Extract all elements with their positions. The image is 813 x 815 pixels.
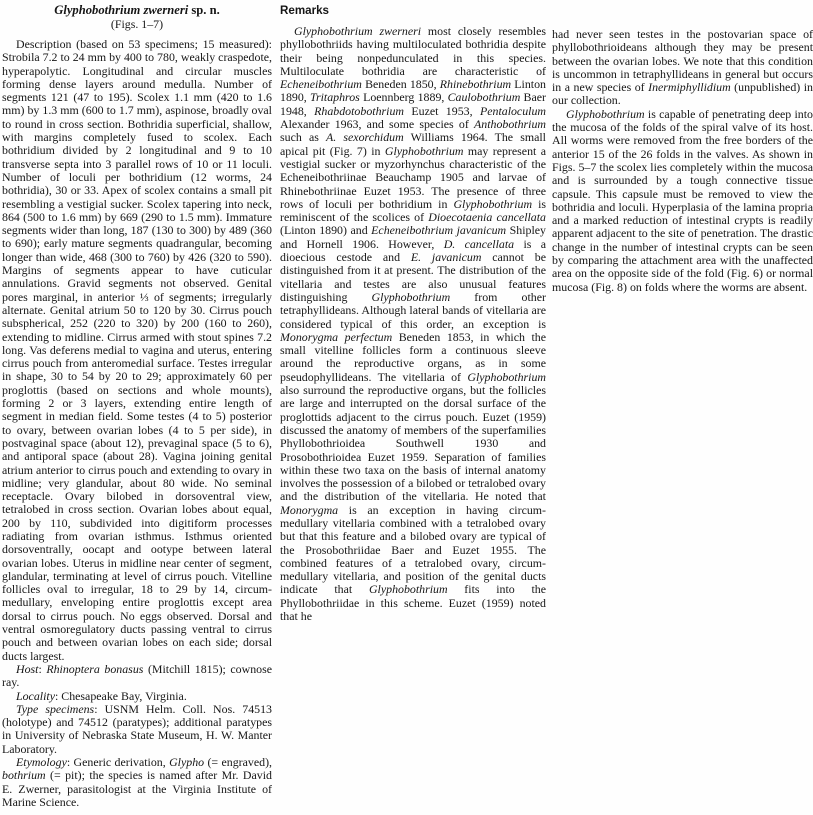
column-middle-body	[280, 25, 546, 623]
column-left-body	[2, 38, 272, 809]
taxon-name-text: Monorygma	[280, 502, 339, 517]
taxon-name-text: A. sexorchidum	[326, 130, 404, 145]
body-text: Beneden 1850,	[361, 77, 440, 92]
taxon-name-text: Glyphobothrium zwerneri	[294, 24, 422, 38]
taxon-name-text: Glyphobothrium	[467, 369, 546, 384]
body-text: Beneden 1853, in which the small vitelline follicles form a continuous sleeve around the reproductive organs, as in some pseudophyllideans. The vitellaria of	[280, 329, 546, 384]
body-text: fits into the Phyllobothriidae in this scheme. Euzet (1959) noted that he	[280, 582, 546, 624]
body-text: Williams 1964. The small apical pit (Fig. 7) in	[280, 130, 546, 158]
column-right-body	[552, 28, 813, 294]
taxon-name-text: Glyphobothrium	[566, 106, 645, 121]
body-text: cannot be distinguished from it at present. The distribution of the vitellaria and testes are also unusual features distinguishing	[280, 250, 546, 304]
taxon-name-text: Caulobothrium	[447, 90, 521, 105]
taxon-name-text: Glypho	[169, 755, 205, 770]
body-text: Description (based on 53 specimens; 15 measured): Strobila 7.2 to 24 mm by 400 to 780, weakly craspedote, hyperapolytic. Longitudinal and circular muscles forming dense layers around medulla. Number of segments 121 (47 to 195). Scolex 1.1 mm (420 to 1.6 mm) by 1.3 mm (600 to 1.7 mm), aspinose, broadly oval to round in cross section. Bothridia superficial, shallow, with margins completely fused to scolex. Each bothridium divided by 2 longitudinal and 9 to 10 transverse septa into 3 parallel rows of 10 or 11 loculi. Number of loculi per bothridium (12 worms, 24 bothridia), 30 or 33. Apex of scolex contains a small pit resembling a vestigial sucker. Scolex tapering into neck, 864 (500 to 1.6 mm) by 669 (290 to 1.5 mm). Immature segments wider than long, 187 (130 to 300) by 489 (360 to 690); early mature segments quadrangular, becoming longer than wide, 468 (300 to 760) by 426 (320 to 590). Margins of segments appear to have cuticular annulations. Gravid segments not observed. Genital pores marginal, in anterior ⅓ of segments; irregularly alternate. Genital atrium 50 to 120 by 30. Cirrus pouch subspherical, 252 (220 to 320) by 200 (160 to 260), extending to midline. Cirrus armed with stout spines 7.2 long. Vas deferens medial to vagina and uterus, entering cirrus pouch from anteromedial surface. Testes irregular in shape, 30 to 54 by 20 to 29; approximately 60 per proglottis (based on sections and whole mounts), forming 2 or 3 layers, extending entire length of segment in median field. Some testes (4 to 5) posterior to ovary, between ovarian lobes (4 to 5 per side), in postvaginal space (about 12), prevaginal space (5 to 6), and antiporal space (about 28). Vagina joining genital atrium anterior to cirrus pouch and extending to ovary in midline; very glandular, about 80 wide. No seminal receptacle. Ovary bilobed in dorsoventral view, tetralobed in cross section. Ovarian lobes about equal, 200 by 110, subdivided into digitiform processes radiating from ovarian isthmus. Isthmus oriented dorsoventrally, oocapt and ootype between lateral ovarian lobes. Uterus in midline near center of segment, glandular, terminating at level of cirrus pouch. Vitelline follicles oval to irregular, 18 to 29 by 14, circum-medullary, enveloping entire proglottis except area dorsal to cirrus pouch. No eggs observed. Dorsal and ventral osmoregulatory ducts passing ventral to cirrus pouch and between ovarian lobes on each side; dorsal ducts largest.	[2, 37, 272, 663]
body-text: had never seen testes in the postovarian space of phyllobothrioideans although they may be present between the ovarian lobes. We note that this condition is uncommon in tetraphyllideans in general but occurs in a new species of	[552, 27, 813, 95]
species-name: Glyphobothrium zwerneri	[54, 3, 189, 17]
paragraph	[552, 28, 813, 108]
taxon-name-text: Glyphobothrium	[371, 289, 451, 304]
taxon-name-text: Rhinoptera bonasus	[46, 661, 144, 676]
body-text: is a dioecious cestode and	[280, 236, 546, 265]
taxon-name-text: D. cancellata	[443, 236, 515, 251]
body-text: Euzet 1953,	[403, 103, 480, 118]
body-text: is capable of penetrating deep into the mucosa of the folds of the spiral valve of its host. All worms were removed from the free borders of the anterior 15 of the 26 folds in the valves. As shown in Figs. 5–7 the scolex lies completely within the mucosa and is surrounded by a tough connective tissue capsule. This capsule must be removed to view the bothridia and loculi. Hyperplasia of the lamina propria and a marked reduction of intestinal crypts is readily apparent adjacent to the site of penetration. The drastic change in the number of intestinal crypts can be seen by comparing the attachment area with the unaffected area on the opposite side of the fold (Fig. 6) or normal mucosa (Fig. 8) on folds where the worms are absent.	[552, 106, 813, 294]
body-text: Linton 1890,	[280, 77, 546, 105]
paragraph	[552, 108, 813, 294]
body-text: Baer 1948,	[280, 90, 546, 118]
taxon-name-text: Tritaphros	[310, 90, 360, 105]
column-middle	[280, 2, 546, 815]
taxon-name-text: Monorygma perfectum	[280, 329, 393, 344]
species-suffix: sp. n.	[188, 3, 220, 17]
taxon-name-text: Locality	[16, 688, 55, 703]
taxon-name-text: Inermiphyllidium	[648, 80, 731, 95]
taxon-name-text: Glyphobothrium	[384, 143, 464, 158]
species-title	[2, 3, 272, 17]
body-text: may represent a vestigial sucker or myzorhynchus characteristic of the Echeneibothriinae Beauchamp 1905 and larvae of Rhinebothriinae Euzet 1953. The presence of three rows of loculi per bothridium in	[280, 143, 546, 211]
taxon-name-text: Etymology	[16, 755, 67, 770]
paragraph	[280, 25, 546, 623]
taxon-name-text: E. javanicum	[410, 250, 482, 265]
taxon-name-text: Type specimens	[16, 701, 95, 716]
taxon-name-text: Rhabdotobothrium	[314, 103, 404, 118]
paragraph	[2, 703, 272, 756]
body-text: Loennberg 1889,	[359, 90, 448, 105]
body-text: from other tetraphyllideans. Although lateral bands of vitellaria are considered typical of this order, an exception is	[280, 289, 546, 331]
body-text: : Chesapeake Bay, Virginia.	[54, 688, 187, 703]
body-text: :	[38, 661, 47, 676]
paragraph	[2, 38, 272, 663]
taxon-name-text: Echeneibothrium javanicum	[371, 223, 507, 238]
taxon-name-text: Pentaloculum	[479, 103, 546, 118]
paragraph	[2, 756, 272, 809]
taxon-name-text: Glyphobothrium	[368, 582, 448, 597]
body-text: such as	[280, 130, 326, 145]
column-left	[2, 2, 272, 815]
paragraph	[2, 690, 272, 703]
body-text: Alexander 1963, and some species of	[280, 117, 474, 132]
taxon-name-text: Echeneibothrium	[280, 77, 362, 92]
paragraph	[2, 663, 272, 690]
body-text: : USNM Helm. Coll. Nos. 74513 (holotype) and 74512 (paratypes); additional paratypes in University of Nebraska State Museum, H. W. Manter Laboratory.	[2, 701, 272, 756]
figures-reference: (Figs. 1–7)	[110, 17, 164, 31]
body-text: is an exception in having circum-medullary vitellaria combined with a tetralobed ovary but that this feature and a bilobed ovary are typical of the Prosobothriidae Baer and Euzet 1955. The combined features of a tetralobed ovary, circum-medullary vitellaria, and position of the genital ducts indicate that	[280, 502, 546, 597]
body-text: (= engraved),	[204, 755, 272, 770]
taxon-name-text: Anthobothrium	[473, 117, 546, 132]
taxon-name-text: bothrium	[2, 768, 46, 783]
body-text: (Linton 1890) and	[280, 223, 372, 238]
taxon-name-text: Glyphobothrium	[453, 196, 533, 211]
body-text: Shipley and Hornell 1906. However,	[280, 223, 546, 251]
body-text: most closely resembles phyllobothriids having multiloculated bothridia despite their being nonpedunculated in this species. Multiloculate bothridia are characteristic of	[280, 24, 546, 78]
taxon-name-text: Dioecotaenia cancellata	[428, 210, 546, 225]
body-text: : Generic derivation,	[66, 755, 170, 770]
body-text: (unpublished) in our collection.	[552, 80, 813, 108]
column-right	[552, 2, 813, 815]
taxon-name-text: Host	[16, 661, 39, 676]
body-text: (Mitchill 1815); cownose ray.	[2, 661, 272, 690]
body-text: (= pit); the species is named after Mr. David E. Zwerner, parasitologist at the Virginia Institute of Marine Science.	[2, 768, 272, 809]
body-text: is reminiscent of the scolices of	[280, 196, 546, 225]
remarks-heading: Remarks	[280, 4, 329, 17]
taxon-name-text: Rhinebothrium	[439, 77, 512, 92]
body-text: also surround the reproductive organs, but the follicles are large and interrupted on the dorsal surface of the proglottids adjacent to the cirrus pouch. Euzet (1959) discussed the anatomy of members of the superfamilies Phyllobothrioidea Southwell 1930 and Prosobothrioidea Euzet 1959. Separation of families within these two taxa on the basis of internal anatomy involves the possession of a bilobed or tetralobed ovary and the distribution of the vitellaria. He noted that	[280, 383, 546, 504]
